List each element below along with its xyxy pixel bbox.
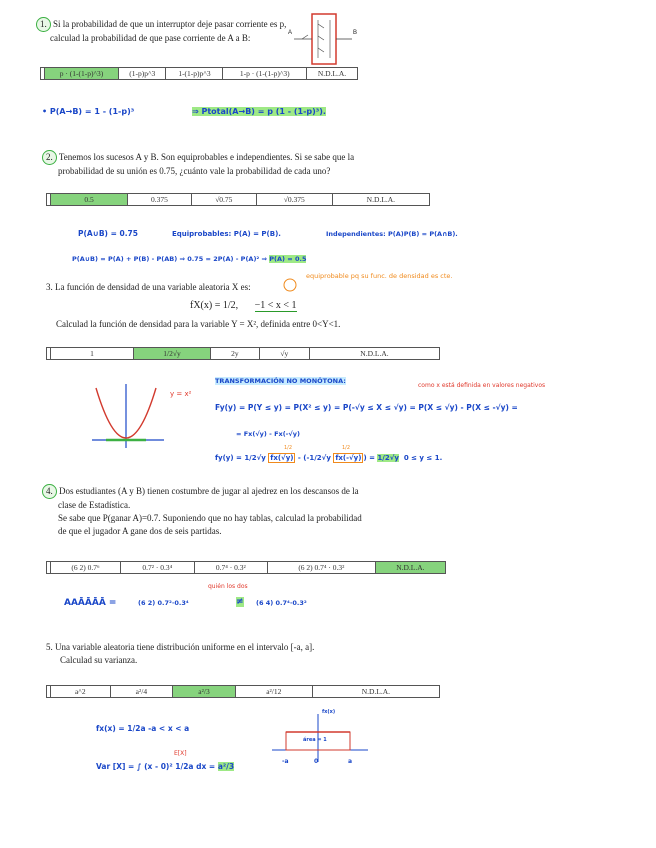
option-2[interactable]: a²/4 <box>110 686 173 698</box>
handwritten-note: fx(x) = 1/2a -a < x < a <box>96 724 190 733</box>
option-4[interactable]: √y <box>259 348 309 360</box>
answer-options-q5 <box>46 685 440 698</box>
orange-annotation: equiprobable pq su func. de densidad es cte. <box>306 272 453 280</box>
question-text: Si la probabilidad de que un interruptor deje pasar corriente es p, <box>53 19 287 29</box>
graph-label: área = 1 <box>303 737 327 743</box>
answer-options-q4 <box>46 561 446 574</box>
question-2 <box>42 150 354 178</box>
density-formula: fX(x) = 1/2, −1 < x < 1 <box>190 300 297 311</box>
question-text: de que el jugador A gane dos de seis partidas. <box>58 526 222 536</box>
graph-label: a <box>348 758 353 765</box>
question-3 <box>46 281 251 294</box>
question-5 <box>46 641 314 667</box>
question-text: probabilidad de su unión es 0.75, ¿cuánto vale la probabilidad de cada uno? <box>58 166 331 176</box>
handwritten-equation: Fy(y) = P(Y ≤ y) = P(X² ≤ y) = P(-√y ≤ X ≤ √y) = P(X ≤ √y) - P(X ≤ -√y) = <box>215 403 518 412</box>
option-3[interactable]: √0.75 <box>191 194 256 206</box>
graph-label: -a <box>282 758 289 765</box>
question-text: Dos estudiantes (A y B) tienen costumbre de jugar al ajedrez en los descansos de la <box>59 486 359 496</box>
question-number: 5. <box>46 642 53 652</box>
option-5[interactable]: N.D.L.A. <box>375 562 445 574</box>
option-3[interactable]: 0.7⁴ · 0.3² <box>194 562 267 574</box>
option-4[interactable]: 1-p · (1-(1-p)^3) <box>223 68 307 80</box>
handwritten-equation: fy(y) = 1/2√y fx(√y) - (-1/2√y fx(-√y) ) = 1/2√y 0 ≤ y ≤ 1. <box>215 454 443 462</box>
red-annotation: como x está definida en valores negativos <box>418 382 546 389</box>
option-1[interactable]: 0.5 <box>51 194 128 206</box>
option-4[interactable]: (6 2) 0.7⁴ · 0.3² <box>268 562 376 574</box>
question-1 <box>36 17 286 45</box>
parabola-graph <box>88 378 168 450</box>
option-5[interactable]: N.D.L.A. <box>309 348 439 360</box>
handwritten-note: P(A∪B) = P(A) + P(B) - P(AB) ⇒ 0.75 = 2P(A) - P(A)² ⇒ P(A) = 0.5 <box>72 255 307 263</box>
option-3[interactable]: 2y <box>211 348 260 360</box>
red-annotation: E[X] <box>174 750 187 757</box>
answer-options-q2 <box>46 193 430 206</box>
option-1[interactable]: (6 2) 0.7⁶ <box>51 562 121 574</box>
handwritten-note: (6 2) 0.7²·0.3⁴ <box>138 599 189 607</box>
question-text: calculad la probabilidad de que pase corriente de A a B: <box>50 33 251 43</box>
option-3[interactable]: a²/3 <box>173 686 236 698</box>
option-5[interactable]: N.D.L.A. <box>312 686 439 698</box>
option-2[interactable]: 0.375 <box>128 194 192 206</box>
label-b: B <box>353 30 358 36</box>
box-label: 1/2 <box>284 445 293 451</box>
question-text: La función de densidad de una variable aleatoria X es: <box>55 282 251 292</box>
handwritten-title: TRANSFORMACIÓN NO MONÓTONA: <box>215 377 346 385</box>
handwritten-note: ⇒ Ptotal(A→B) = p (1 - (1-p)³). <box>192 107 326 116</box>
handwritten-note: Equiprobables: P(A) = P(B). <box>172 230 281 238</box>
question-4 <box>42 484 362 538</box>
option-2[interactable]: 1/2√y <box>134 348 211 360</box>
question-text: Se sabe que P(ganar A)=0.7. Suponiendo que no hay tablas, calculad la probabilidad <box>58 513 362 523</box>
handwritten-note: Independientes: P(A)P(B) = P(A∩B). <box>326 230 458 238</box>
handwritten-equation: = Fx(√y) - Fx(-√y) <box>236 430 300 438</box>
option-5[interactable]: N.D.L.A. <box>307 68 358 80</box>
question-text: Tenemos los sucesos A y B. Son equiprobables e independientes. Si se sabe que la <box>58 152 355 162</box>
option-2[interactable]: 0.7² · 0.3⁴ <box>121 562 194 574</box>
option-4[interactable]: √0.375 <box>256 194 332 206</box>
question-number: 2. <box>42 150 57 165</box>
red-annotation: quién los dos <box>208 583 248 590</box>
handwritten-note: (6 4) 0.7⁴·0.3² <box>256 599 307 607</box>
graph-label: fx(x) <box>322 709 336 715</box>
handwritten-note: AAĀĀĀĀ = <box>64 598 117 608</box>
label-a: A <box>288 30 293 36</box>
question-number: 1. <box>36 17 51 32</box>
handwritten-note: P(A∪B) = 0.75 <box>78 229 138 238</box>
handwritten-note: • P(A→B) = 1 - (1-p)³ <box>42 107 135 116</box>
question-text: Calculad la función de densidad para la variable Y = X², definida entre 0<Y<1. <box>56 319 341 329</box>
option-4[interactable]: a²/12 <box>235 686 312 698</box>
handwritten-note: Var [X] = ∫ (x - 0)² 1/2a dx = a²/3 <box>96 762 235 771</box>
question-number: 4. <box>42 484 57 499</box>
x-circle-mark <box>282 276 300 294</box>
option-1[interactable]: a^2 <box>51 686 111 698</box>
option-2[interactable]: (1-p)p^3 <box>119 68 166 80</box>
question-number: 3. <box>46 282 53 292</box>
box-label: 1/2 <box>342 445 351 451</box>
circuit-diagram <box>282 12 372 68</box>
graph-label: y = x² <box>170 390 192 398</box>
answer-options-q3 <box>46 347 440 360</box>
question-text: Una variable aleatoria tiene distribución uniforme en el intervalo [-a, a]. <box>55 642 315 652</box>
graph-label: 0 <box>314 758 319 765</box>
answer-options-q1 <box>40 67 358 80</box>
handwritten-note: ≠ <box>236 597 244 607</box>
option-3[interactable]: 1-(1-p)p^3 <box>166 68 223 80</box>
option-5[interactable]: N.D.L.A. <box>332 194 429 206</box>
option-1[interactable]: 1 <box>51 348 134 360</box>
option-1[interactable]: p · (1-(1-p)^3) <box>45 68 119 80</box>
question-text: Calculad su varianza. <box>60 655 138 665</box>
question-text: clase de Estadística. <box>58 500 131 510</box>
